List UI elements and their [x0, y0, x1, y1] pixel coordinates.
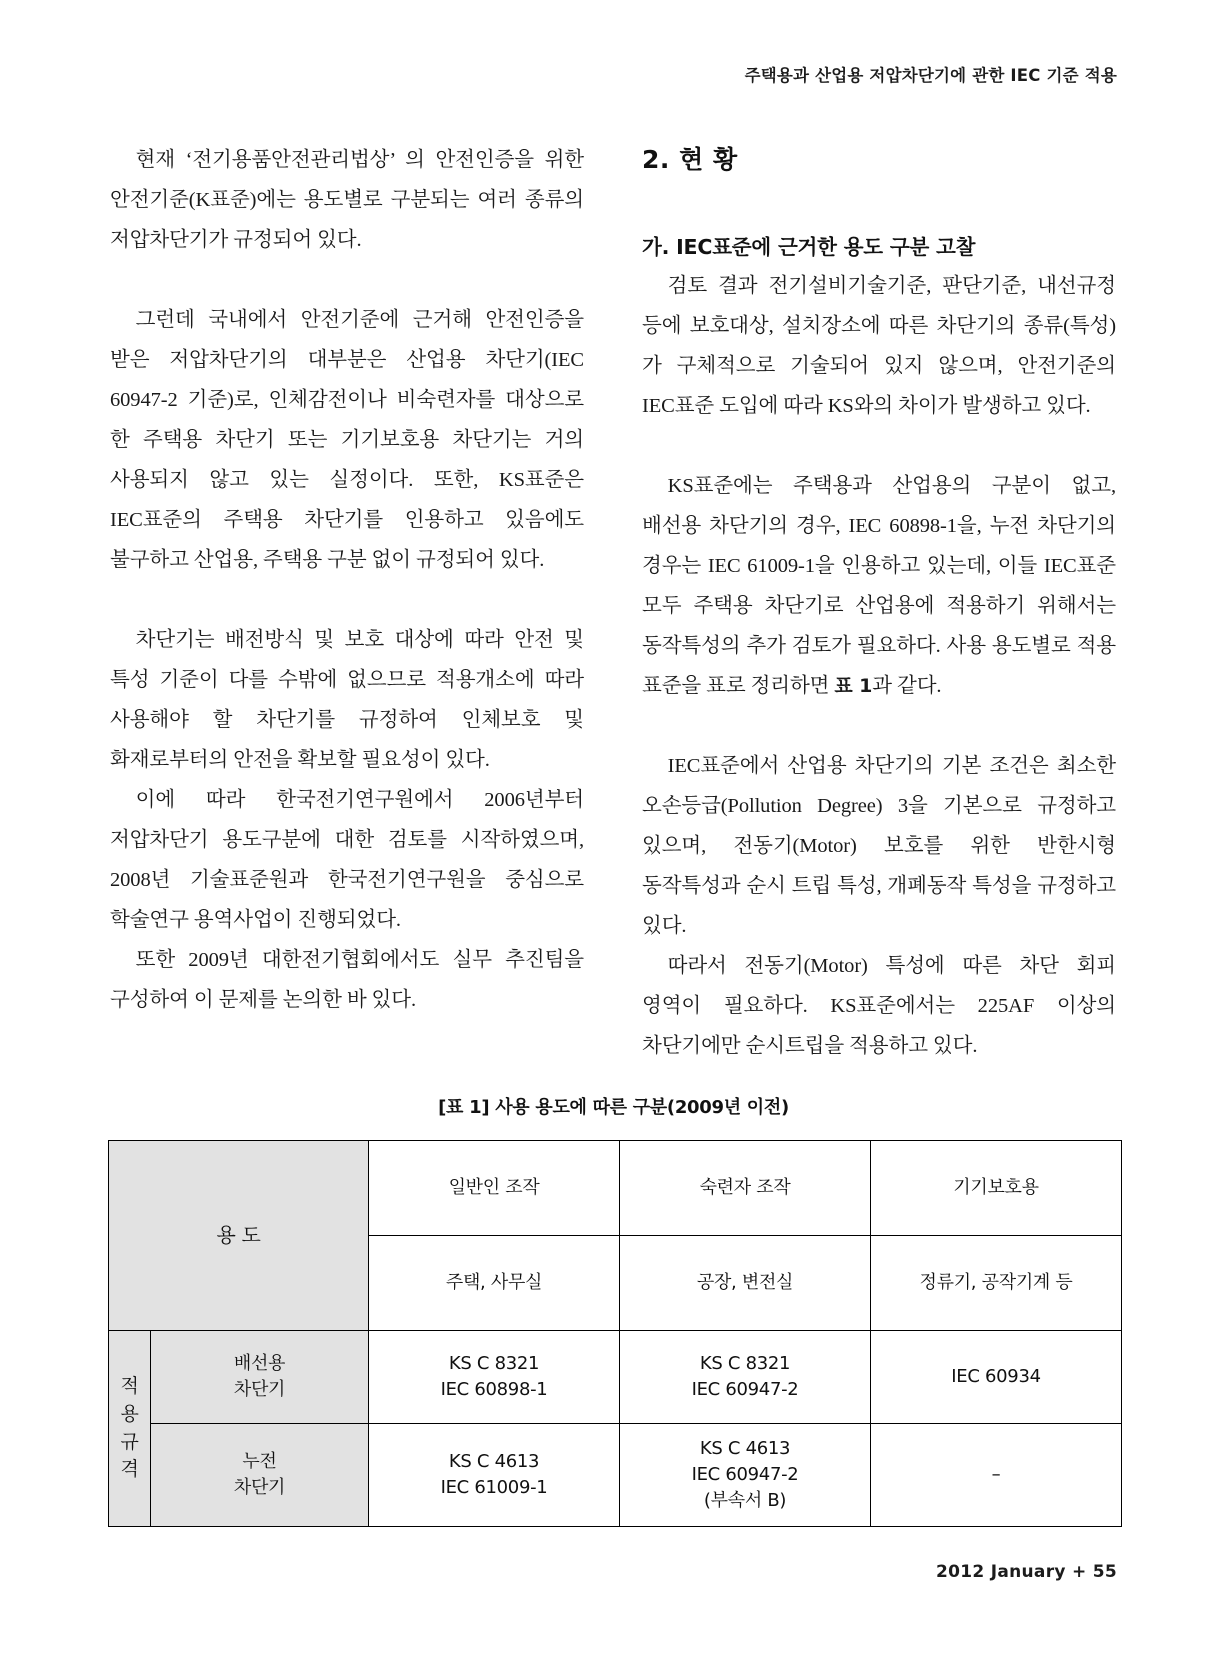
table-row	[109, 1424, 1122, 1527]
row-group-char: 규	[120, 1430, 139, 1453]
cell-line: IEC 61009-1	[440, 1477, 548, 1498]
cell-line: KS C 8321	[699, 1352, 791, 1374]
table-header-cell: 일반인 조작	[369, 1141, 620, 1236]
table-header-cell: 기기보호용	[871, 1141, 1122, 1236]
row-label-line: 차단기	[233, 1379, 286, 1400]
two-column-body	[110, 140, 1117, 1066]
paragraph: 그런데 국내에서 안전기준에 근거해 안전인증을 받은 저압차단기의 대부분은 산업용 차단기(IEC 60947-2 기준)로, 인체감전이나 비숙련자를 대상으로 한 주택용 차단기 또는 기기보호용 차단기는 거의 사용되지 않고 있는 실정이다. 또한, KS표준은 IEC표준의 주택용 차단기를 인용하고 있음에도 불구하고 산업용, 주택용 구분 없이 규정되어 있다.	[110, 309, 584, 571]
table-row-group-label	[109, 1331, 151, 1527]
paragraph-text-before: KS표준에는 주택용과 산업용의 구분이 없고, 배선용 차단기의 경우, IEC 60898-1을, 누전 차단기의 경우는 IEC 61009-1을 인용하고 있는데, 이들 IEC표준 모두 주택용 차단기로 산업용에 적용하기 위해서는 동작특성의 추가 검토가 필요하다. 사용 용도별로 적용 표준을 표로 정리하면	[642, 475, 1116, 697]
page-footer: 2012 January + 55	[935, 1562, 1117, 1582]
table-reference: 표 1	[834, 675, 873, 697]
cell-line: IEC 60947-2	[691, 1379, 799, 1400]
cell-line: IEC 60898-1	[440, 1379, 548, 1400]
row-group-char: 용	[120, 1402, 139, 1425]
table-row	[109, 1141, 1122, 1236]
cell-line: KS C 4613	[699, 1437, 791, 1459]
paragraph: 따라서 전동기(Motor) 특성에 따른 차단 회피 영역이 필요하다. KS표준에서는 225AF 이상의 차단기에만 순시트립을 적용하고 있다.	[642, 955, 1116, 1057]
table-row	[109, 1331, 1122, 1424]
paragraph-text-after: 과 같다.	[872, 675, 942, 697]
paragraph: 차단기는 배전방식 및 보호 대상에 따라 안전 및 특성 기준이 다를 수밖에 없으므로 적용개소에 따라 사용해야 할 차단기를 규정하여 인체보호 및 화재로부터의 안전을 확보할 필요성이 있다.	[110, 629, 584, 771]
running-header: 주택용과 산업용 저압차단기에 관한 IEC 기준 적용	[744, 66, 1117, 85]
section-heading: 2. 현 황	[642, 145, 738, 174]
row-label-line: 누전	[242, 1450, 277, 1472]
table-row-label	[151, 1331, 369, 1424]
table-header-cell: 숙련자 조작	[620, 1141, 871, 1236]
cell-line: IEC 60934	[951, 1365, 1041, 1387]
table-header-cell: 공장, 변전실	[620, 1236, 871, 1331]
table-corner-label: 용 도	[109, 1141, 369, 1331]
table-data-cell	[871, 1424, 1122, 1527]
table-header-cell: 정류기, 공작기계 등	[871, 1236, 1122, 1331]
row-group-char: 격	[120, 1458, 139, 1481]
row-group-char: 적	[120, 1375, 139, 1398]
paragraph: 또한 2009년 대한전기협회에서도 실무 추진팀을 구성하여 이 문제를 논의한 바 있다.	[110, 949, 584, 1011]
subsection-heading: 가. IEC표준에 근거한 용도 구분 고찰	[642, 235, 976, 259]
table-data-cell	[871, 1331, 1122, 1424]
cell-line: (부속서 B)	[703, 1490, 787, 1512]
table-data-cell	[620, 1424, 871, 1527]
paragraph: 검토 결과 전기설비기술기준, 판단기준, 내선규정 등에 보호대상, 설치장소에 따른 차단기의 종류(특성)가 구체적으로 기술되어 있지 않으며, 안전기준의 IEC표준 도입에 따라 KS와의 차이가 발생하고 있다.	[642, 275, 1116, 417]
right-column	[642, 140, 1116, 1066]
row-label-line: 차단기	[233, 1477, 286, 1498]
table-row-label	[151, 1424, 369, 1527]
paragraph: 이에 따라 한국전기연구원에서 2006년부터 저압차단기 용도구분에 대한 검토를 시작하였으며, 2008년 기술표준원과 한국전기연구원을 중심으로 학술연구 용역사업이 진행되었다.	[110, 789, 584, 931]
table-data-cell	[620, 1331, 871, 1424]
table-header-cell: 주택, 사무실	[369, 1236, 620, 1331]
usage-classification-table	[108, 1140, 1122, 1527]
paragraph: IEC표준에서 산업용 차단기의 기본 조건은 최소한 오손등급(Pollution Degree) 3을 기본으로 규정하고 있으며, 전동기(Motor) 보호를 위한 반한시형 동작특성과 순시 트립 특성, 개폐동작 특성을 규정하고 있다.	[642, 755, 1116, 937]
left-column	[110, 140, 584, 1066]
cell-line: KS C 8321	[448, 1352, 540, 1374]
table-data-cell	[369, 1424, 620, 1527]
cell-line: KS C 4613	[448, 1450, 540, 1472]
table-caption: [표 1] 사용 용도에 따른 구분(2009년 이전)	[438, 1097, 789, 1118]
table-data-cell	[369, 1331, 620, 1424]
cell-line: IEC 60947-2	[691, 1463, 799, 1485]
cell-line: –	[991, 1463, 1001, 1485]
row-label-line: 배선용	[233, 1352, 286, 1374]
paragraph: 현재 ‘전기용품안전관리법상’ 의 안전인증을 위한 안전기준(K표준)에는 용도별로 구분되는 여러 종류의 저압차단기가 규정되어 있다.	[110, 149, 584, 251]
paragraph-with-table-ref	[642, 466, 1116, 706]
